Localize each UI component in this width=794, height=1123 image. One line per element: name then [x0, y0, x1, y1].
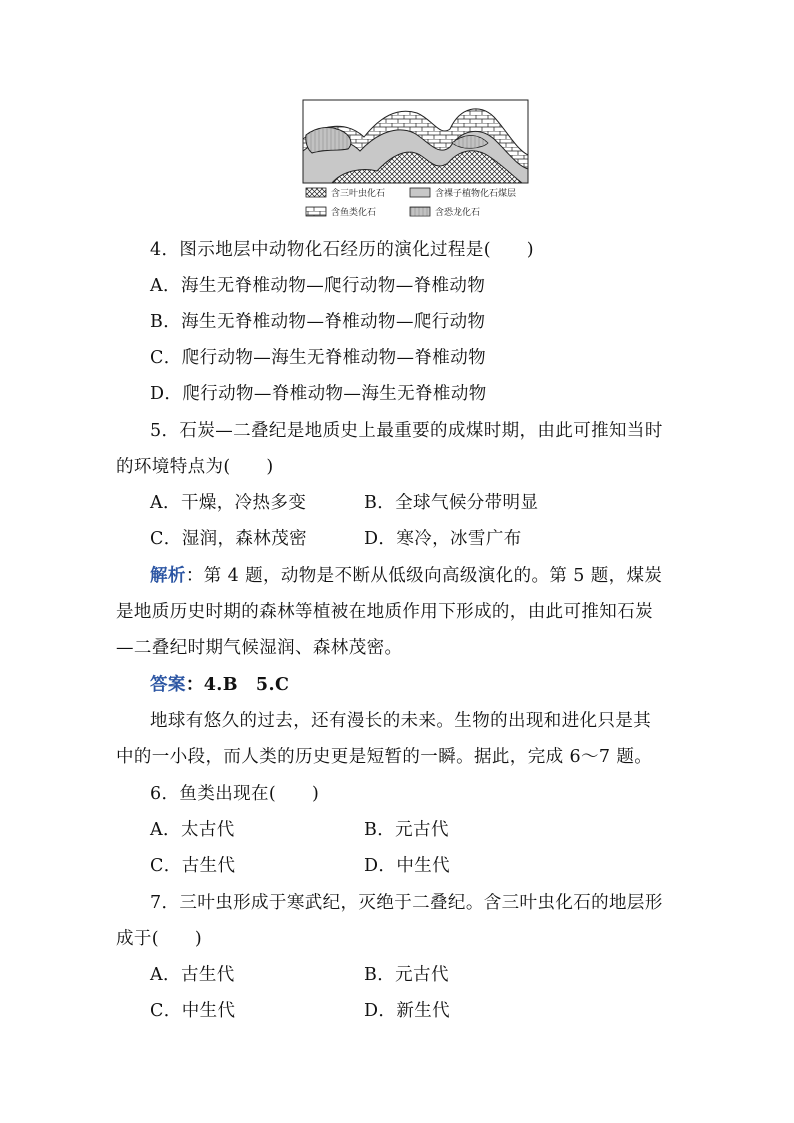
q4-stem: 4．图示地层中动物化石经历的演化过程是( ) — [150, 240, 534, 260]
answer-label: 答案 — [150, 675, 186, 695]
analysis-line3: —二叠纪时期气候湿润、森林茂密。 — [116, 638, 403, 658]
legend-swatch-crosshatch — [306, 188, 326, 197]
q7-option-d: D．新生代 — [364, 1001, 451, 1021]
legend-swatch-brick — [306, 207, 326, 216]
legend-label-fish: 含鱼类化石 — [331, 208, 377, 218]
analysis-line1: 解析：第 4 题，动物是不断从低级向高级演化的。第 5 题，煤炭 — [150, 566, 663, 586]
q7-option-a: A．古生代 — [150, 965, 235, 985]
q7-option-c: C．中生代 — [150, 1001, 236, 1021]
q6-option-a: A．太古代 — [150, 820, 235, 840]
q5-option-d: D．寒冷，冰雪广布 — [364, 529, 522, 549]
q6-option-d: D．中生代 — [364, 856, 451, 876]
q6-stem: 6．鱼类出现在( ) — [150, 784, 320, 804]
q5-stem-line1: 5．石炭—二叠纪是地质史上最重要的成煤时期，由此可推知当时 — [150, 421, 663, 441]
answer-line — [150, 673, 289, 697]
passage-line1: 地球有悠久的过去，还有漫长的未来。生物的出现和进化只是其 — [150, 711, 652, 731]
q4-option-d: D．爬行动物—脊椎动物—海生无脊椎动物 — [150, 384, 487, 404]
q7-option-b: B．元古代 — [364, 965, 449, 985]
legend-swatch-gray — [410, 188, 430, 197]
strata-figure — [302, 99, 530, 225]
q6-option-c: C．古生代 — [150, 856, 236, 876]
analysis-label: 解析 — [150, 566, 186, 586]
analysis-line2: 是地质历史时期的森林等植被在地质作用下形成的，由此可推知石炭 — [116, 602, 653, 622]
legend-label-trilobite: 含三叶虫化石 — [331, 189, 386, 199]
q5-option-c: C．湿润，森林茂密 — [150, 529, 307, 549]
legend-label-coal: 含裸子植物化石煤层 — [435, 189, 517, 199]
q4-option-a: A．海生无脊椎动物—爬行动物—脊椎动物 — [150, 276, 486, 296]
legend-swatch-dense — [410, 207, 430, 216]
q5-stem-line2: 的环境特点为( ) — [116, 457, 274, 477]
q5-option-b: B．全球气候分带明显 — [364, 493, 539, 513]
q7-stem-line2: 成于( ) — [116, 929, 203, 949]
legend-label-dinosaur: 含恐龙化石 — [435, 208, 481, 218]
q7-stem-line1: 7．三叶虫形成于寒武纪，灭绝于二叠纪。含三叶虫化石的地层形 — [150, 893, 663, 913]
strata-cross-section — [303, 100, 528, 183]
q6-option-b: B．元古代 — [364, 820, 449, 840]
q5-option-a: A．干燥，冷热多变 — [150, 493, 307, 513]
answer-text: ：4.B 5.C — [185, 675, 290, 695]
q4-option-c: C．爬行动物—海生无脊椎动物—脊椎动物 — [150, 348, 486, 368]
figure-legend — [306, 187, 516, 218]
q4-option-b: B．海生无脊椎动物—脊椎动物—爬行动物 — [150, 312, 486, 332]
passage-line2: 中的一小段，而人类的历史更是短暂的一瞬。据此，完成 6～7 题。 — [116, 747, 653, 767]
